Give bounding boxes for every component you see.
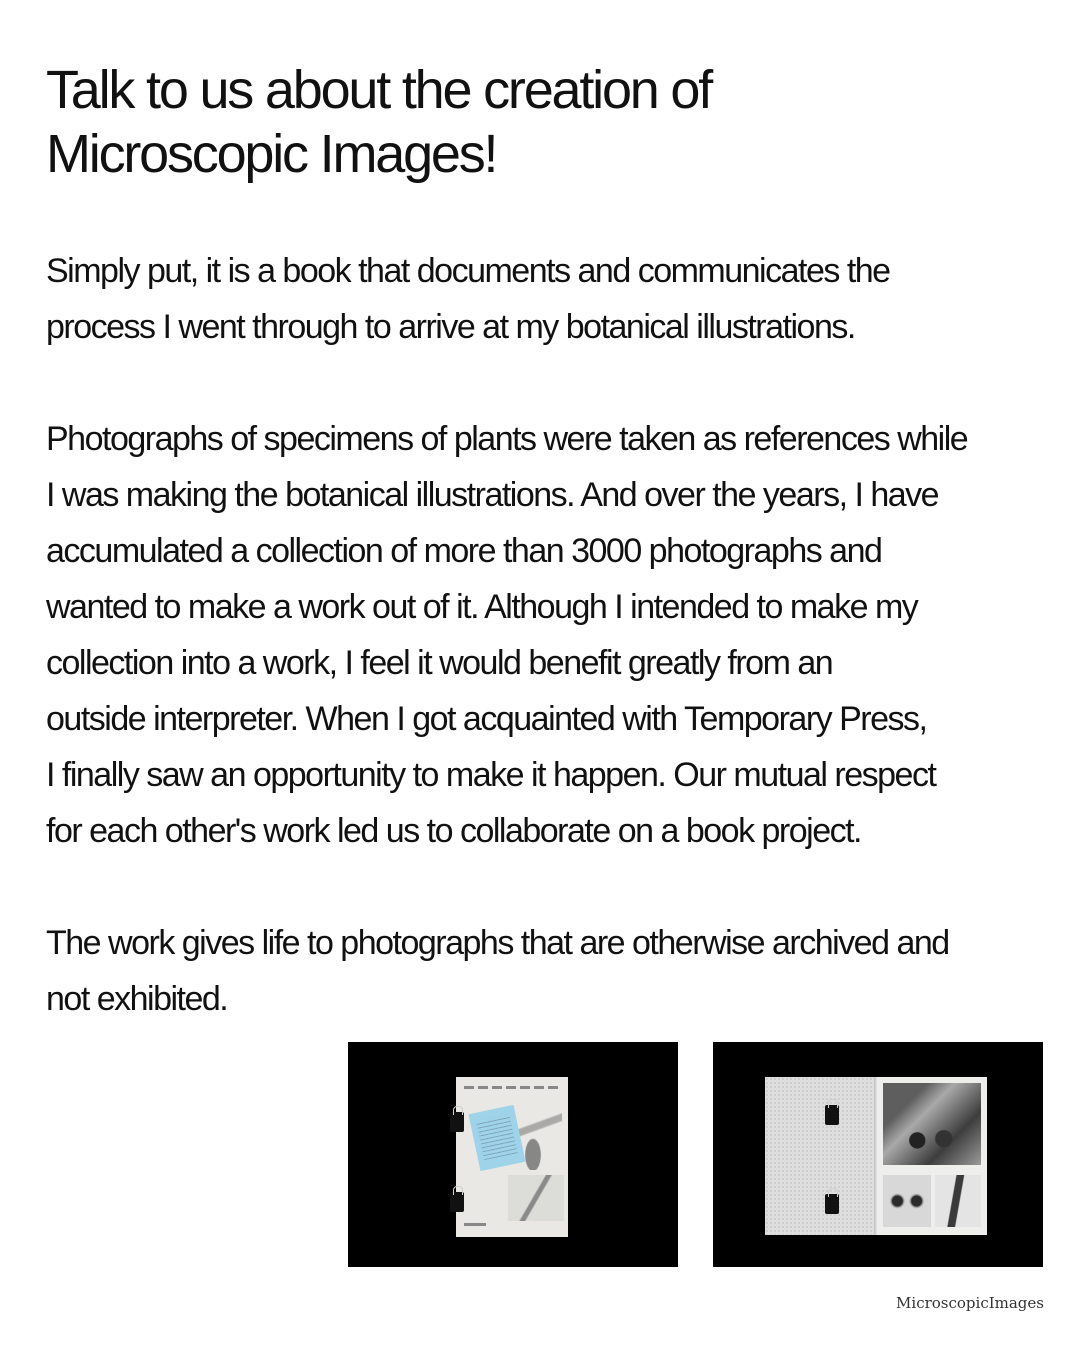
page-title: Talk to us about the creation of Microscopic Images!	[46, 60, 712, 184]
book-spread	[765, 1077, 987, 1235]
cover-stem-image	[508, 1175, 564, 1221]
cover-footer-text	[464, 1223, 486, 1226]
spread-seed-image	[883, 1175, 931, 1227]
spread-specimen-image	[883, 1083, 981, 1165]
paragraph-process: Photographs of specimens of plants were taken as references while I was making the botanical illustrations. And over the years, I have accumulated a collection of more than 3000 photographs and wanted to make a work out of it. Although I intended to make my collection into a work, I feel it would benefit greatly from an outside interpreter. When I got acquainted with Temporary Press, I finally saw an opportunity to make it happen. Our mutual respect for each other's work led us to collaborate on a book project.	[46, 420, 968, 850]
book-spread-photo	[713, 1042, 1043, 1267]
book-cover	[456, 1077, 568, 1237]
binder-clip-icon	[825, 1105, 839, 1125]
binder-clip-icon	[450, 1112, 464, 1132]
spread-stem-image	[935, 1175, 981, 1227]
binder-clip-icon	[450, 1192, 464, 1212]
paragraph-outcome: The work gives life to photographs that are otherwise archived and not exhibited.	[46, 924, 949, 1018]
paragraph-intro: Simply put, it is a book that documents and communicates the process I went through to arrive at my botanical illustrations.	[46, 252, 890, 346]
binder-clip-icon	[825, 1194, 839, 1214]
book-cover-photo	[348, 1042, 678, 1267]
article-body	[46, 243, 1066, 1027]
spread-left-page	[765, 1077, 875, 1235]
cover-header-text	[464, 1086, 560, 1089]
image-credit: MicroscopicImages	[896, 1294, 1044, 1312]
spread-gutter	[874, 1077, 878, 1235]
